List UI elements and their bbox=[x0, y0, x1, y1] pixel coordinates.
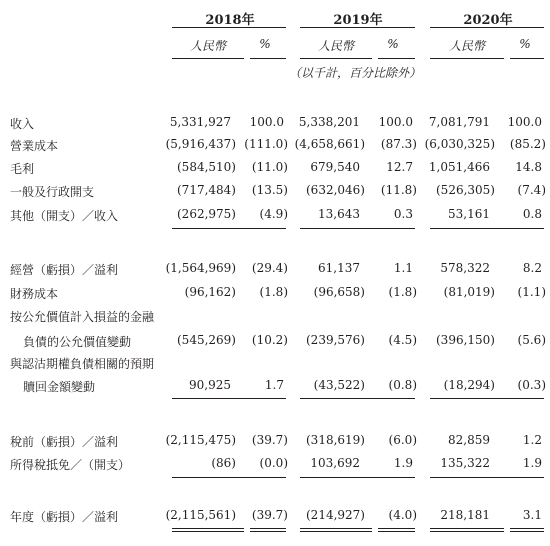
cell-2018-amount: (584,510) bbox=[177, 160, 236, 174]
cell-2019-amount: (43,522) bbox=[313, 378, 365, 392]
unit-amount-2018: 人民幣 bbox=[189, 39, 226, 53]
cell-2020-pct: 14.8 bbox=[515, 160, 542, 174]
subtotal-rule-2018 bbox=[172, 228, 286, 229]
cell-2019-amount: (632,046) bbox=[306, 183, 365, 197]
cell-2018-pct: (39.7) bbox=[251, 508, 288, 522]
cell-2020-pct: 1.2 bbox=[522, 433, 542, 447]
cell-2020-amount: 218,181 bbox=[440, 508, 490, 522]
unit-underline-amount-2020 bbox=[430, 58, 504, 59]
total-double-rule-pct-2019 bbox=[378, 528, 415, 529]
cell-2020-amount: (18,294) bbox=[443, 378, 495, 392]
row-label: 一般及行政開支 bbox=[10, 185, 95, 199]
total-double-rule-amount-2018 bbox=[172, 531, 244, 532]
cell-2018-amount: (2,115,561) bbox=[165, 508, 236, 522]
total-double-rule-pct-2019 bbox=[378, 531, 415, 532]
unit-underline-pct-2019 bbox=[378, 58, 415, 59]
cell-2018-amount: (262,975) bbox=[177, 207, 236, 221]
cell-2018-pct: 100.0 bbox=[249, 115, 284, 129]
cell-2020-pct: 100.0 bbox=[507, 115, 542, 129]
unit-underline-pct-2020 bbox=[510, 58, 544, 59]
cell-2020-amount: (396,150) bbox=[436, 333, 495, 347]
subtotal-rule-2020 bbox=[430, 477, 544, 478]
cell-2020-amount: 82,859 bbox=[448, 433, 490, 447]
cell-2018-pct: (111.0) bbox=[244, 137, 288, 151]
cell-2018-amount: (96,162) bbox=[184, 285, 236, 299]
total-double-rule-pct-2018 bbox=[250, 528, 286, 529]
cell-2018-pct: (13.5) bbox=[251, 183, 288, 197]
cell-2020-pct: 1.9 bbox=[522, 456, 542, 470]
cell-2019-pct: (1.8) bbox=[388, 285, 417, 299]
row-label: 經營（虧損）／溢利 bbox=[10, 263, 119, 277]
total-double-rule-pct-2020 bbox=[510, 528, 544, 529]
cell-2020-pct: 0.8 bbox=[522, 207, 542, 221]
cell-2018-amount: (2,115,475) bbox=[165, 433, 236, 447]
row-label: 財務成本 bbox=[10, 287, 59, 301]
cell-2019-pct: (4.5) bbox=[388, 333, 417, 347]
cell-2018-pct: (29.4) bbox=[251, 261, 288, 275]
subtotal-rule-2019 bbox=[300, 477, 415, 478]
cell-2020-pct: 8.2 bbox=[522, 261, 542, 275]
cell-2018-amount: (5,916,437) bbox=[165, 137, 236, 151]
row-label: 毛利 bbox=[10, 162, 35, 176]
cell-2019-amount: 5,338,201 bbox=[298, 115, 360, 129]
row-label: 所得稅抵免／（開支） bbox=[10, 458, 131, 472]
subtotal-rule-2019 bbox=[300, 398, 415, 399]
cell-2018-amount: (717,484) bbox=[177, 183, 236, 197]
row-label: 營業成本 bbox=[10, 139, 59, 153]
unit-underline-amount-2019 bbox=[300, 58, 372, 59]
cell-2020-pct: (5.6) bbox=[517, 333, 546, 347]
cell-2019-amount: (214,927) bbox=[306, 508, 365, 522]
year-underline-2019 bbox=[300, 27, 415, 28]
cell-2019-amount: (318,619) bbox=[306, 433, 365, 447]
cell-2019-pct: 12.7 bbox=[386, 160, 413, 174]
row-label: 稅前（虧損）／溢利 bbox=[10, 435, 119, 449]
cell-2019-amount: (239,576) bbox=[306, 333, 365, 347]
unit-amount-2020: 人民幣 bbox=[448, 39, 485, 53]
row-label: 按公允價值計入損益的金融 bbox=[10, 310, 155, 324]
total-double-rule-amount-2019 bbox=[300, 531, 372, 532]
unit-pct-2020: % bbox=[519, 37, 531, 51]
cell-2018-pct: (11.0) bbox=[251, 160, 288, 174]
row-label: 負債的公允價值變動 bbox=[23, 335, 132, 349]
total-double-rule-amount-2020 bbox=[430, 528, 504, 529]
unit-note: （以千計，百分比除外） bbox=[288, 66, 421, 80]
cell-2020-amount: 578,322 bbox=[440, 261, 490, 275]
cell-2020-amount: 135,322 bbox=[440, 456, 490, 470]
year-header-2020: 2020年 bbox=[463, 13, 513, 28]
cell-2018-amount: (545,269) bbox=[177, 333, 236, 347]
unit-underline-amount-2018 bbox=[172, 58, 244, 59]
cell-2019-pct: (0.8) bbox=[388, 378, 417, 392]
cell-2020-pct: (7.4) bbox=[517, 183, 546, 197]
cell-2020-pct: (85.2) bbox=[509, 137, 546, 151]
cell-2018-amount: (86) bbox=[211, 456, 236, 470]
cell-2020-amount: (81,019) bbox=[443, 285, 495, 299]
cell-2019-amount: (4,658,661) bbox=[294, 137, 365, 151]
cell-2020-pct: (0.3) bbox=[517, 378, 546, 392]
total-double-rule-pct-2018 bbox=[250, 531, 286, 532]
cell-2020-amount: 53,161 bbox=[448, 207, 490, 221]
unit-underline-pct-2018 bbox=[250, 58, 286, 59]
cell-2018-pct: (0.0) bbox=[259, 456, 288, 470]
cell-2019-pct: (87.3) bbox=[380, 137, 417, 151]
cell-2019-amount: (96,658) bbox=[313, 285, 365, 299]
cell-2019-pct: (6.0) bbox=[388, 433, 417, 447]
cell-2020-amount: (526,305) bbox=[436, 183, 495, 197]
row-label: 贖回金額變動 bbox=[23, 380, 96, 394]
subtotal-rule-2018 bbox=[172, 398, 286, 399]
cell-2018-pct: (39.7) bbox=[251, 433, 288, 447]
cell-2020-amount: 1,051,466 bbox=[428, 160, 490, 174]
cell-2018-pct: (10.2) bbox=[251, 333, 288, 347]
cell-2020-pct: (1.1) bbox=[517, 285, 546, 299]
cell-2019-pct: (4.0) bbox=[388, 508, 417, 522]
cell-2018-amount: 90,925 bbox=[189, 378, 231, 392]
cell-2018-pct: (4.9) bbox=[259, 207, 288, 221]
cell-2019-pct: 1.1 bbox=[393, 261, 413, 275]
total-double-rule-amount-2018 bbox=[172, 528, 244, 529]
year-underline-2018 bbox=[172, 27, 286, 28]
cell-2019-pct: (11.8) bbox=[380, 183, 417, 197]
total-double-rule-amount-2019 bbox=[300, 528, 372, 529]
row-label: 收入 bbox=[10, 117, 35, 131]
total-double-rule-pct-2020 bbox=[510, 531, 544, 532]
year-header-2018: 2018年 bbox=[205, 13, 255, 28]
row-label: 與認沽期權負債相關的預期 bbox=[10, 357, 155, 371]
total-double-rule-amount-2020 bbox=[430, 531, 504, 532]
cell-2019-amount: 679,540 bbox=[310, 160, 360, 174]
row-label: 其他（開支）／收入 bbox=[10, 209, 119, 223]
cell-2020-pct: 3.1 bbox=[522, 508, 542, 522]
cell-2020-amount: 7,081,791 bbox=[428, 115, 490, 129]
cell-2019-amount: 13,643 bbox=[318, 207, 360, 221]
cell-2018-pct: (1.8) bbox=[259, 285, 288, 299]
cell-2018-pct: 1.7 bbox=[264, 378, 284, 392]
cell-2020-amount: (6,030,325) bbox=[424, 137, 495, 151]
subtotal-rule-2019 bbox=[300, 228, 415, 229]
unit-pct-2019: % bbox=[387, 37, 399, 51]
cell-2019-pct: 100.0 bbox=[378, 115, 413, 129]
year-underline-2020 bbox=[430, 27, 544, 28]
cell-2018-amount: 5,331,927 bbox=[169, 115, 231, 129]
unit-pct-2018: % bbox=[259, 37, 271, 51]
subtotal-rule-2020 bbox=[430, 228, 544, 229]
cell-2019-amount: 103,692 bbox=[310, 456, 360, 470]
cell-2019-pct: 0.3 bbox=[393, 207, 413, 221]
subtotal-rule-2018 bbox=[172, 477, 286, 478]
row-label: 年度（虧損）／溢利 bbox=[10, 510, 119, 524]
subtotal-rule-2020 bbox=[430, 398, 544, 399]
year-header-2019: 2019年 bbox=[333, 13, 383, 28]
cell-2019-amount: 61,137 bbox=[318, 261, 360, 275]
cell-2018-amount: (1,564,969) bbox=[165, 261, 236, 275]
cell-2019-pct: 1.9 bbox=[393, 456, 413, 470]
unit-amount-2019: 人民幣 bbox=[317, 39, 354, 53]
